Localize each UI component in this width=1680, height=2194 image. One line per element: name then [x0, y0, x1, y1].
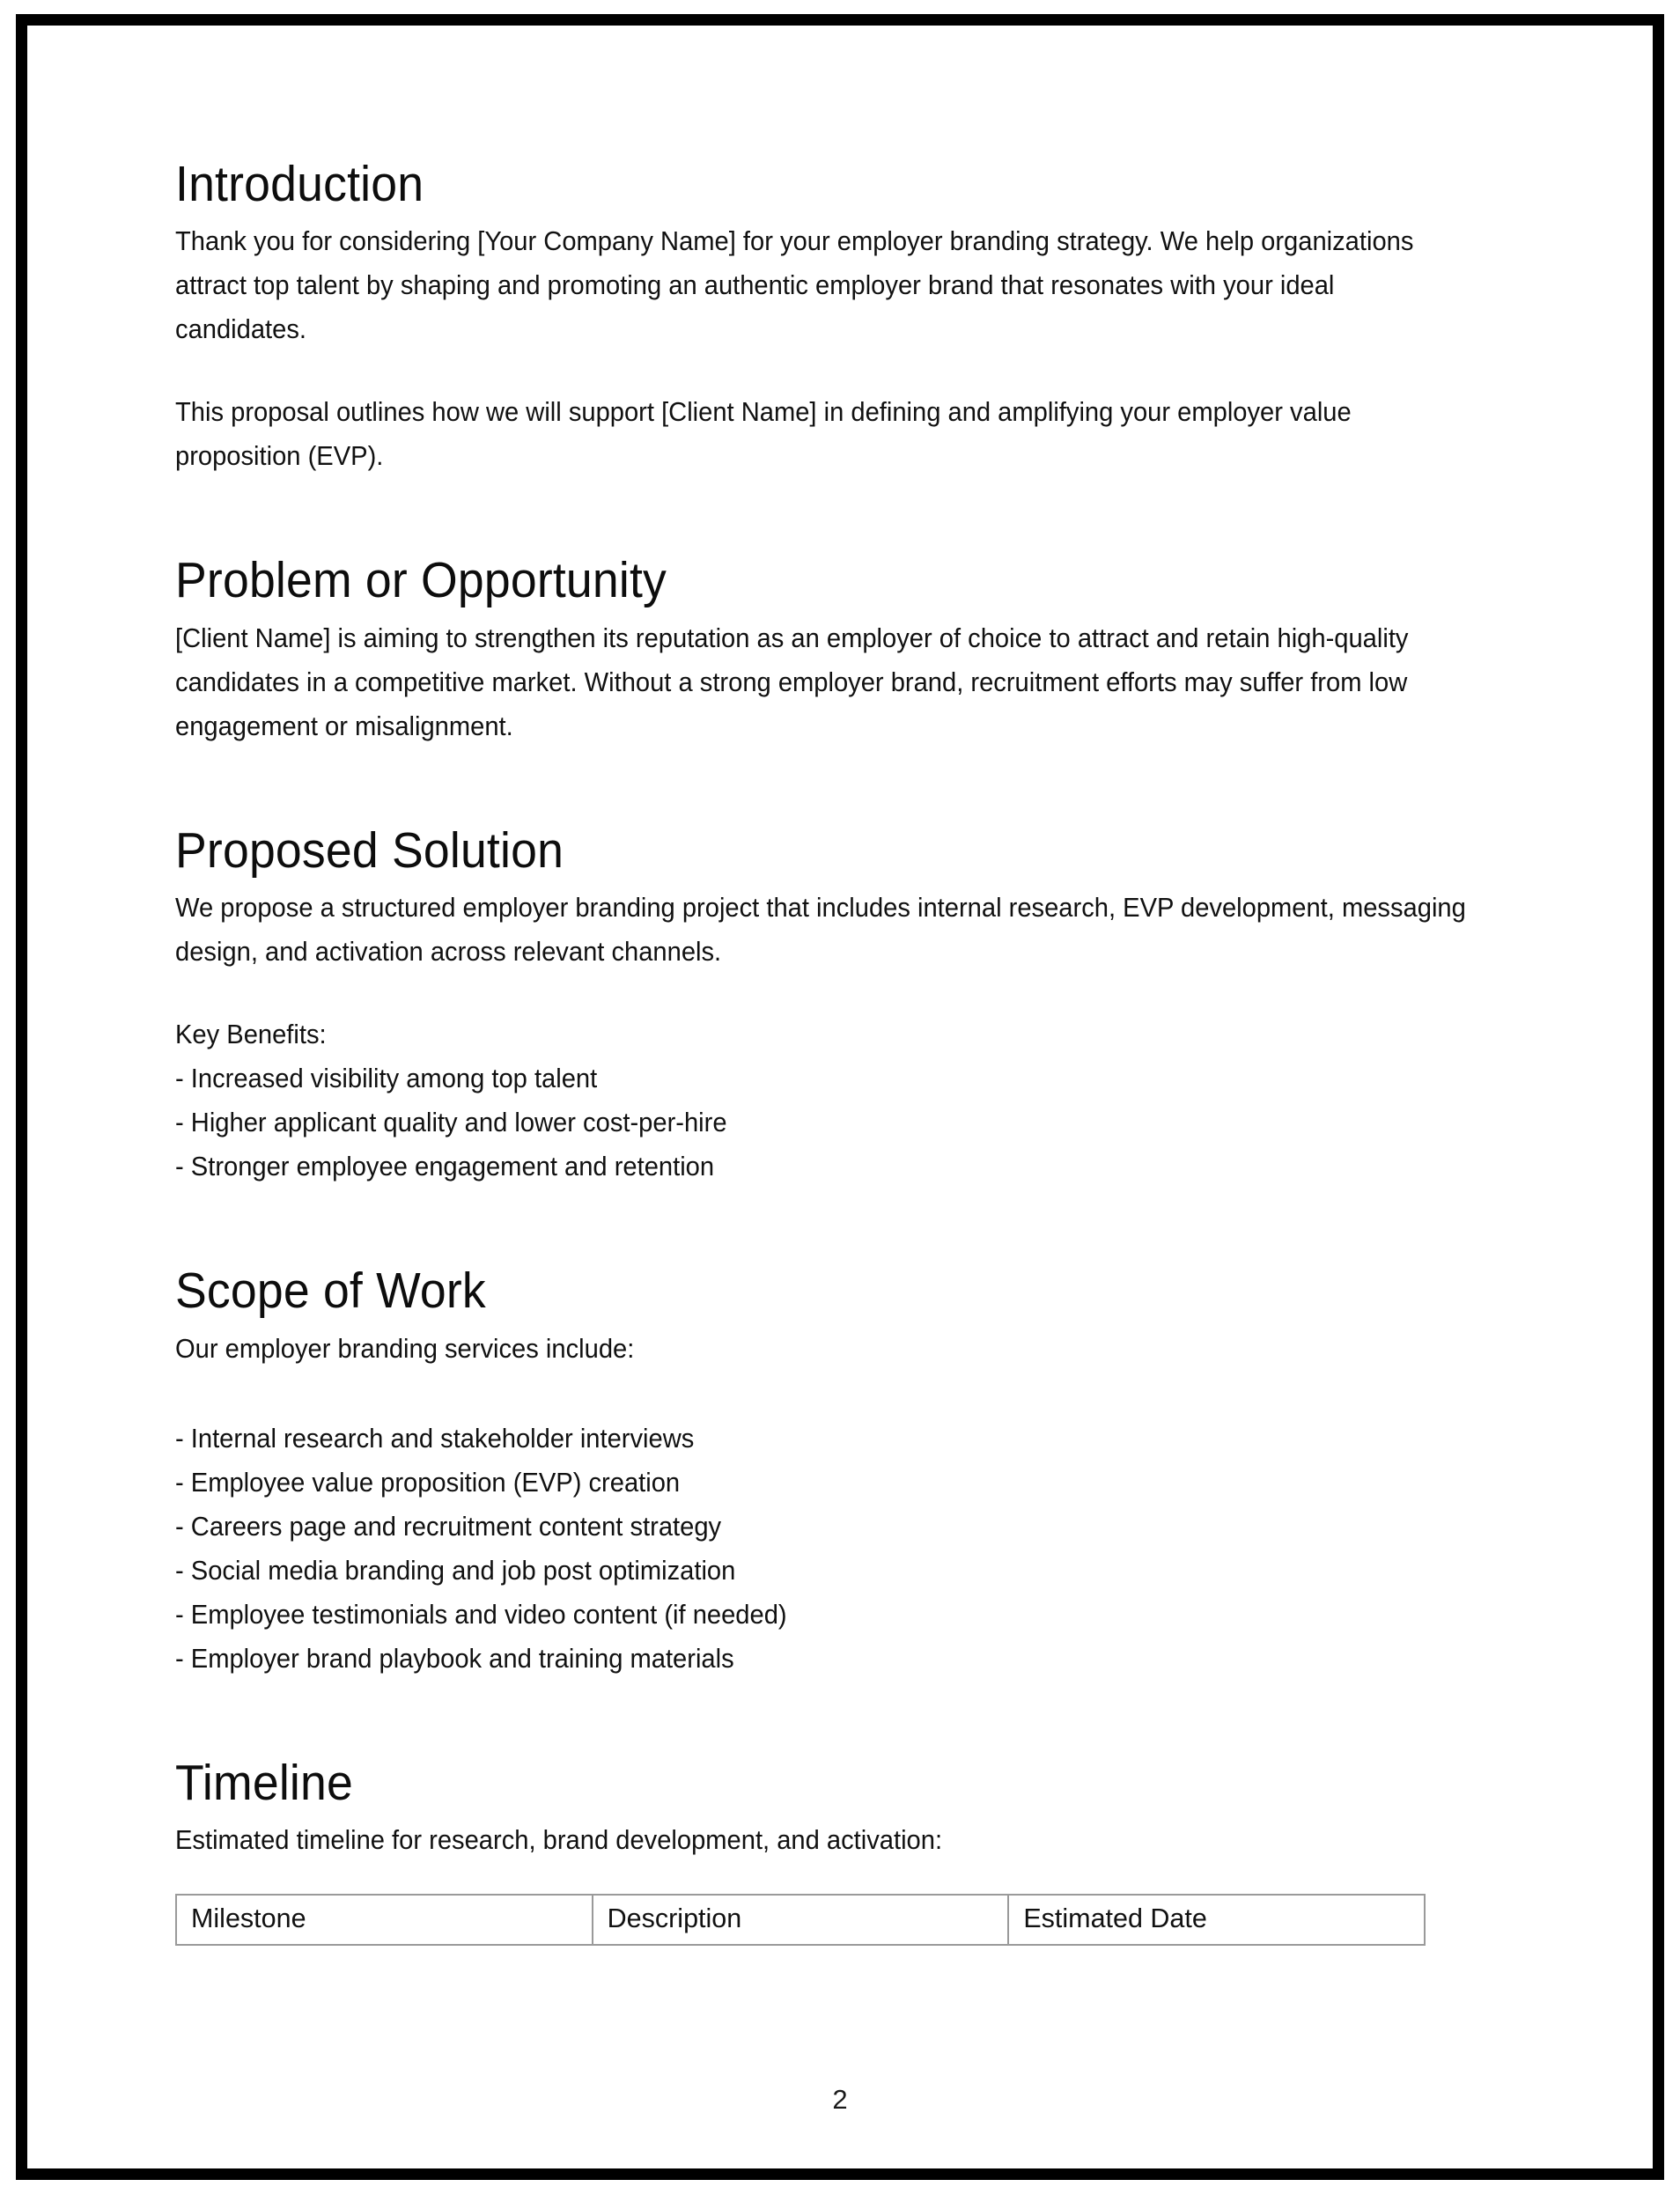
spacer [175, 974, 1531, 1012]
column-header-estimated-date: Estimated Date [1008, 1895, 1425, 1945]
spacer [175, 351, 1531, 390]
document-content [175, 158, 1531, 1946]
heading-scope-of-work: Scope of Work [175, 1263, 486, 1320]
spacer [175, 1371, 1531, 1417]
list-item: - Employee value proposition (EVP) creation [175, 1467, 681, 1498]
list-item: - Employer brand playbook and training materials [175, 1643, 734, 1674]
scope-of-work-list [175, 1417, 1531, 1681]
list-item: - Internal research and stakeholder interviews [175, 1423, 695, 1454]
table-header-row [176, 1895, 1425, 1945]
paragraph-introduction-1: Thank you for considering [Your Company Name] for your employer branding strategy. We help organizations attract top talent by shaping and promoting an authentic employer brand that resonates with your ideal candidates. [175, 226, 1414, 345]
list-item: - Increased visibility among top talent [175, 1064, 598, 1094]
list-item: - Higher applicant quality and lower cost-per-hire [175, 1108, 727, 1138]
column-header-description: Description [593, 1895, 1009, 1945]
heading-problem-or-opportunity: Problem or Opportunity [175, 552, 667, 609]
page-frame [16, 14, 1664, 2180]
column-header-milestone: Milestone [176, 1895, 593, 1945]
lead-scope-of-work: Our employer branding services include: [175, 1333, 635, 1364]
list-item: - Careers page and recruitment content strategy [175, 1511, 722, 1542]
paragraph-problem-1: [Client Name] is aiming to strengthen its reputation as an employer of choice to attract and retain high-quality candidates in a competitive market. Without a strong employer brand, recruitment efforts may suffer from low engagement or misalignment. [175, 622, 1409, 741]
paragraph-introduction-2: This proposal outlines how we will support [Client Name] in defining and amplifying your employer value proposition (EVP). [175, 397, 1352, 472]
key-benefits-list [175, 1012, 1531, 1189]
heading-introduction: Introduction [175, 156, 424, 212]
paragraph-proposed-solution-1: We propose a structured employer branding project that includes internal research, EVP development, messaging design, and activation across relevant channels. [175, 893, 1466, 968]
list-item: - Social media branding and job post optimization [175, 1555, 736, 1586]
key-benefits-label: Key Benefits: [175, 1020, 327, 1050]
page-number: 2 [832, 2084, 848, 2115]
heading-proposed-solution: Proposed Solution [175, 821, 564, 879]
timeline-table [175, 1894, 1426, 1946]
list-item: - Stronger employee engagement and retention [175, 1152, 715, 1182]
page-body [27, 26, 1653, 2168]
heading-timeline: Timeline [175, 1754, 353, 1811]
lead-timeline: Estimated timeline for research, brand development, and activation: [175, 1825, 943, 1856]
list-item: - Employee testimonials and video content (if needed) [175, 1599, 787, 1630]
